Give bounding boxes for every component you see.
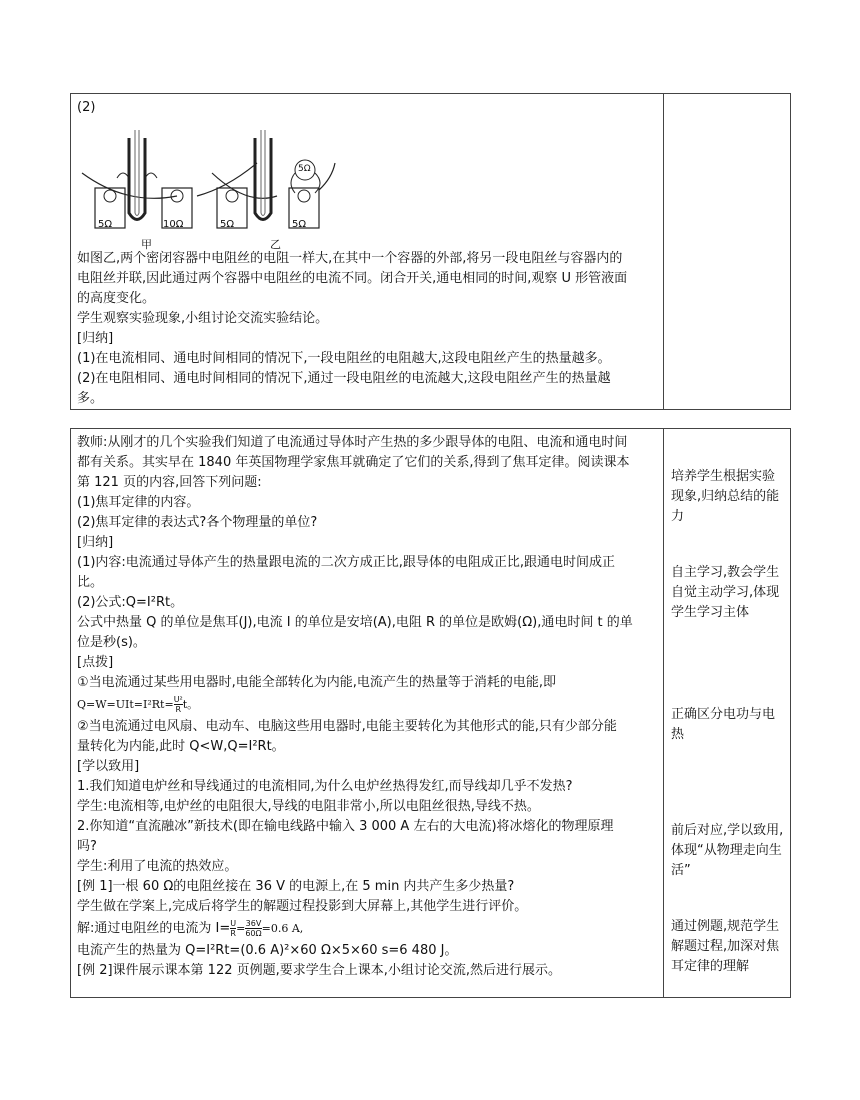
item-label: (2)	[77, 100, 96, 115]
formula-line: 解:通过电阻丝的电流为 I= $\frac{U}{R}$ = $\frac{36V}{60\Omega}$ =0.6 A,	[77, 919, 304, 938]
text-line: 吗?	[77, 839, 97, 854]
text-line: (2)焦耳定律的表达式?各个物理量的单位?	[77, 515, 318, 530]
content-cell	[77, 433, 659, 981]
side-note: 培养学生根据实验现象,归纳总结的能力	[671, 469, 780, 524]
text-line: 比。	[77, 575, 104, 590]
fraction: $\frac{36V}{60\Omega}$	[245, 919, 262, 938]
text-line: 都有关系。其实早在 1840 年英国物理学家焦耳就确定了它们的关系,得到了焦耳定律。阅读课本	[77, 455, 630, 470]
resistor-label: 10Ω	[163, 219, 184, 230]
text-line: (1)内容:电流通过导体产生的热量跟电流的二次方成正比,跟导体的电阻成正比,跟通电时间成正	[77, 555, 616, 570]
text-line: 多。	[77, 391, 104, 406]
side-note: 通过例题,规范学生解题过程,加深对焦耳定律的理解	[671, 919, 780, 974]
figure-label-yi: 乙	[270, 238, 281, 251]
text-line: (1)焦耳定律的内容。	[77, 495, 200, 510]
text-line: 2.你知道“直流融冰”新技术(即在输电线路中输入 3 000 A 左右的大电流)将冰熔化的物理原理	[77, 819, 614, 834]
text-line: (1)在电流相同、通电时间相同的情况下,一段电阻丝的电阻越大,这段电阻丝产生的热量越多。	[77, 351, 611, 366]
content-cell	[77, 98, 659, 409]
text-line: 电流产生的热量为 Q=I²Rt=(0.6 A)²×60 Ω×5×60 s=6 480 J。	[77, 943, 458, 958]
figure-label-jia: 甲	[141, 238, 152, 251]
text-line: 学生观察实验现象,小组讨论交流实验结论。	[77, 311, 329, 326]
resistor-label: 5Ω	[98, 219, 113, 230]
text-line: 学生做在学案上,完成后将学生的解题过程投影到大屏幕上,其他学生进行评价。	[77, 899, 528, 914]
text-line: [归纳]	[77, 535, 114, 550]
resistor-label: 5Ω	[292, 219, 307, 230]
resistor-label: 5Ω	[298, 164, 311, 174]
text-line: ②当电流通过电风扇、电动车、电脑这些用电器时,电能主要转化为其他形式的能,只有少部分能	[77, 719, 617, 734]
text-line: [归纳]	[77, 331, 114, 346]
text-line: 电阻丝并联,因此通过两个容器中电阻丝的电流不同。闭合开关,通电相同的时间,观察 U 形管液面	[77, 271, 628, 286]
text-line: 学生:利用了电流的热效应。	[77, 859, 238, 874]
column-divider	[663, 429, 664, 997]
formula-text: Q=W=UIt=I²Rt=	[77, 698, 174, 711]
table-section-2	[70, 428, 791, 998]
formula-line: Q=W=UIt=I²Rt= $\frac{\text{U²}}{R}$ t。	[77, 695, 199, 714]
fraction: $\frac{U}{R}$	[230, 919, 237, 938]
text-line: [学以致用]	[77, 759, 140, 774]
text-line: 如图乙,两个密闭容器中电阻丝的电阻一样大,在其中一个容器的外部,将另一段电阻丝与容器内的	[77, 251, 623, 266]
resistor-label: 5Ω	[220, 219, 235, 230]
column-divider	[663, 94, 664, 409]
text-line: 教师:从刚才的几个实验我们知道了电流通过导体时产生热的多少跟导体的电阻、电流和通电时间	[77, 435, 628, 450]
text-line: (2)公式:Q=I²Rt。	[77, 595, 184, 610]
side-note: 正确区分电功与电热	[671, 707, 776, 742]
text-line: [例 1]一根 60 Ω的电阻丝接在 36 V 的电源上,在 5 min 内共产生多少热量?	[77, 879, 515, 894]
fraction: $\frac{\text{U²}}{R}$	[173, 695, 183, 714]
text-line: 第 121 页的内容,回答下列问题:	[77, 475, 262, 490]
text-line: 1.我们知道电炉丝和导线通过的电流相同,为什么电炉丝热得发红,而导线却几乎不发热?	[77, 779, 573, 794]
text-line: [点拨]	[77, 655, 114, 670]
table-section-1	[70, 93, 791, 410]
text-line: (2)在电阻相同、通电时间相同的情况下,通过一段电阻丝的电流越大,这段电阻丝产生的热量越	[77, 371, 611, 386]
text-line: 的高度变化。	[77, 291, 156, 306]
text-line: ①当电流通过某些用电器时,电能全部转化为内能,电流产生的热量等于消耗的电能,即	[77, 675, 557, 690]
formula-text: 解:通过电阻丝的电流为 I=	[77, 921, 231, 936]
text-line: 学生:电流相等,电炉丝的电阻很大,导线的电阻非常小,所以电阻丝很热,导线不热。	[77, 799, 540, 814]
experiment-figure	[77, 118, 657, 249]
text-line: 公式中热量 Q 的单位是焦耳(J),电流 I 的单位是安培(A),电阻 R 的单位是欧姆(Ω),通电时间 t 的单	[77, 615, 633, 630]
side-note: 自主学习,教会学生自觉主动学习,体现学生学习主体	[671, 565, 780, 620]
text-line: 位是秒(s)。	[77, 635, 146, 650]
text-line: [例 2]课件展示课本第 122 页例题,要求学生合上课本,小组讨论交流,然后进行展示。	[77, 963, 562, 978]
text-line: 量转化为内能,此时 Q<W,Q=I²Rt。	[77, 739, 285, 754]
side-note: 前后对应,学以致用,体现“从物理走向生活”	[671, 823, 784, 878]
